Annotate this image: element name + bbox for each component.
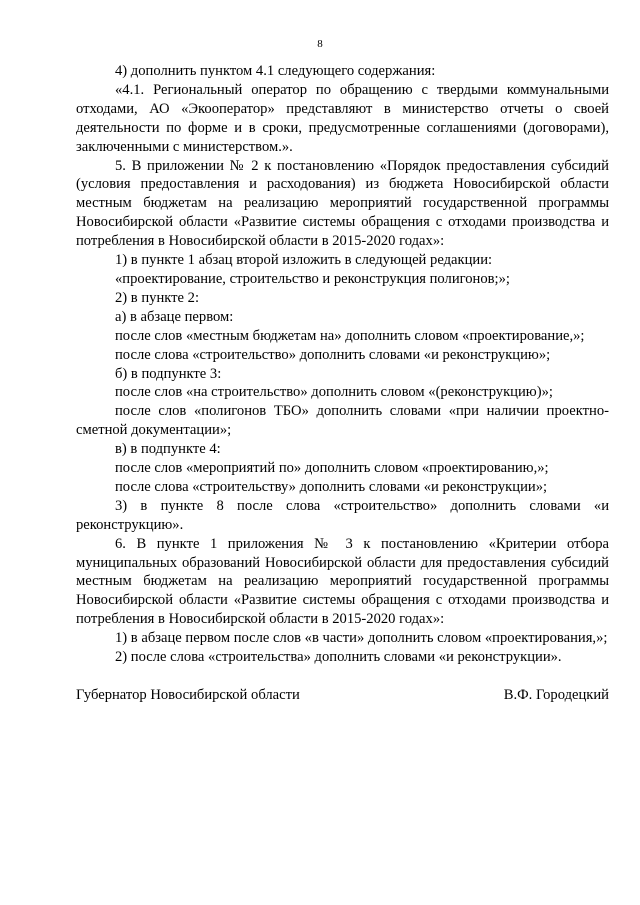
paragraph: 5. В приложении № 2 к постановлению «Порядок предоставления субсидий (условия предоставления и расходования) из бюджета Новосибирской области местным бюджетам на реализацию мероприятий государственной программы Новосибирской области «Развитие системы обращения с отходами производства и потребления в Новосибирской области в 2015-2020 годах»: [76,157,609,250]
paragraph: в) в подпункте 4: [115,441,221,458]
signatory-name: В.Ф. Городецкий [503,687,609,703]
signature-block [76,686,609,705]
paragraph: 2) после слова «строительства» дополнить словами «и реконструкции». [115,649,562,666]
paragraph: «проектирование, строительство и реконструкция полигонов;»; [115,270,510,287]
paragraph: 3) в пункте 8 после слова «строительство» дополнить словами «и реконструкцию». [76,497,609,533]
paragraph: 4) дополнить пунктом 4.1 следующего содержания: [115,63,436,79]
paragraph: 6. В пункте 1 приложения № 3 к постановлению «Критерии отбора муниципальных образований Новосибирской области для предоставления субсидий местным бюджетам на реализацию мероприятий государственной программы Новосибирской области «Развитие системы обращения с отходами производства и потребления в Новосибирской области в 2015-2020 годах»: [76,535,609,628]
signatory-position: Губернатор Новосибирской области [76,687,300,703]
paragraph: после слова «строительство» дополнить словами «и реконструкцию»; [115,346,551,363]
document-body [76,62,609,667]
paragraph: б) в подпункте 3: [115,365,222,382]
paragraph: после слов «мероприятий по» дополнить словом «проектированию,»; [115,460,549,477]
paragraph: после слова «строительству» дополнить словами «и реконструкции»; [115,478,548,495]
paragraph: «4.1. Региональный оператор по обращению с твердыми коммунальными отходами, АО «Экооператор» представляют в министерство отчеты о своей деятельности по форме и в сроки, предусмотренные соглашениями (договорами), заключенными с министерством.». [76,81,609,155]
paragraph: 2) в пункте 2: [115,289,200,306]
paragraph: после слов «на строительство» дополнить словом «(реконструкцию)»; [115,384,553,401]
paragraph: после слов «местным бюджетам на» дополнить словом «проектирование,»; [115,327,585,344]
paragraph: а) в абзаце первом: [115,308,234,325]
paragraph: после слов «полигонов ТБО» дополнить словами «при наличии проектно-сметной документации»; [76,403,609,439]
paragraph: 1) в пункте 1 абзац второй изложить в следующей редакции: [115,252,493,269]
page-number: 8 [317,38,323,50]
paragraph: 1) в абзаце первом после слов «в части» дополнить словом «проектирования,»; [115,630,608,647]
